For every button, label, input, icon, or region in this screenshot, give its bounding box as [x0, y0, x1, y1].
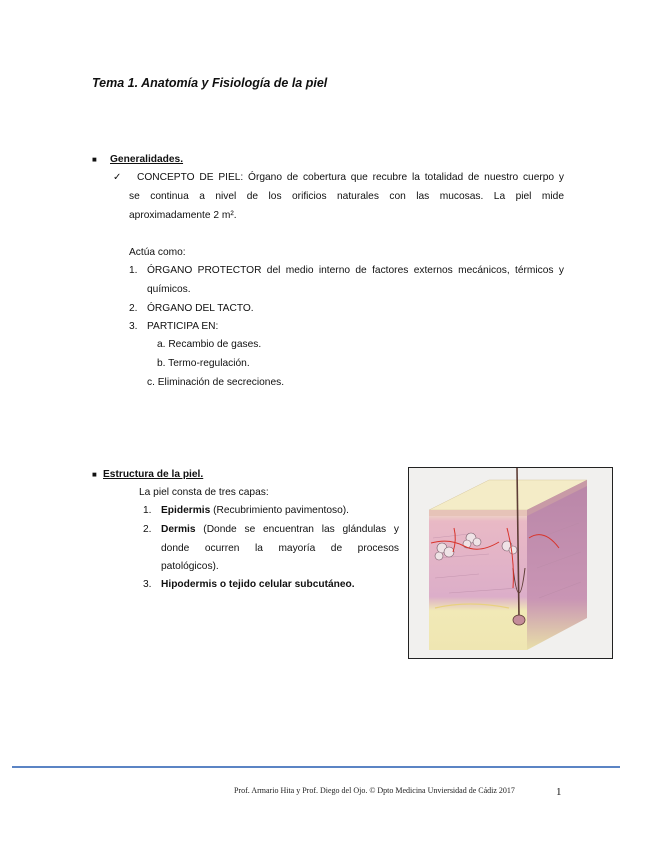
layer-2-term: Dermis [161, 524, 196, 535]
concept-line-2: se continua a nivel de los orificios naturales con las mucosas. La piel mide [129, 191, 564, 202]
list-item-2-number: 2. [129, 303, 138, 314]
footer-divider [12, 766, 620, 768]
layer-1-term: Epidermis [161, 505, 211, 516]
square-bullet-icon: ■ [92, 155, 97, 164]
footer-credits: Prof. Armario Hita y Prof. Diego del Ojo. © Dpto Medicina Unviersidad de Cádiz 2017 [234, 786, 515, 795]
section-heading-generalidades: Generalidades. [110, 154, 184, 165]
layer-1-number: 1. [143, 505, 152, 516]
sub-item-c: c. Eliminación de secreciones. [147, 377, 285, 388]
layer-2-desc: (Donde se encuentran las glándulas y [195, 524, 399, 535]
list-item-3-text: PARTICIPA EN: [147, 321, 219, 332]
layer-2-number: 2. [143, 524, 152, 535]
list-item-3-number: 3. [129, 321, 138, 332]
square-bullet-icon: ■ [92, 470, 97, 479]
acts-as-label: Actúa como: [129, 247, 186, 258]
list-item-1-number: 1. [129, 265, 138, 276]
skin-cross-section-image [408, 467, 613, 659]
section-heading-estructura: Estructura de la piel. [103, 469, 204, 480]
sub-item-a: a. Recambio de gases. [157, 339, 262, 350]
layers-intro: La piel consta de tres capas: [139, 487, 269, 498]
skin-illustration [409, 468, 612, 658]
check-icon: ✓ [113, 172, 122, 183]
page-number: 1 [556, 786, 562, 798]
layer-2-text [161, 523, 399, 536]
layer-3-term: Hipodermis o tejido celular subcutáneo. [161, 579, 355, 590]
layer-3-text [161, 578, 355, 591]
page-title: Tema 1. Anatomía y Fisiología de la piel [92, 76, 328, 90]
list-item-2-text: ÓRGANO DEL TACTO. [147, 303, 254, 314]
list-item-1-text: ÓRGANO PROTECTOR del medio interno de factores externos mecánicos, térmicos y [147, 265, 564, 276]
layer-2-text-end: patológicos). [161, 561, 219, 572]
concept-line-3: aproximadamente 2 m². [129, 210, 237, 221]
list-item-1-text-cont: químicos. [147, 284, 191, 295]
sub-item-b: b. Termo-regulación. [157, 358, 250, 369]
layer-2-text-cont: donde ocurren la mayoría de procesos [161, 543, 399, 554]
layer-1-desc: (Recubrimiento pavimentoso). [210, 505, 349, 516]
concept-line-1: CONCEPTO DE PIEL: Órgano de cobertura que recubre la totalidad de nuestro cuerpo y [137, 172, 564, 183]
layer-3-number: 3. [143, 579, 152, 590]
layer-1-text [161, 504, 349, 517]
